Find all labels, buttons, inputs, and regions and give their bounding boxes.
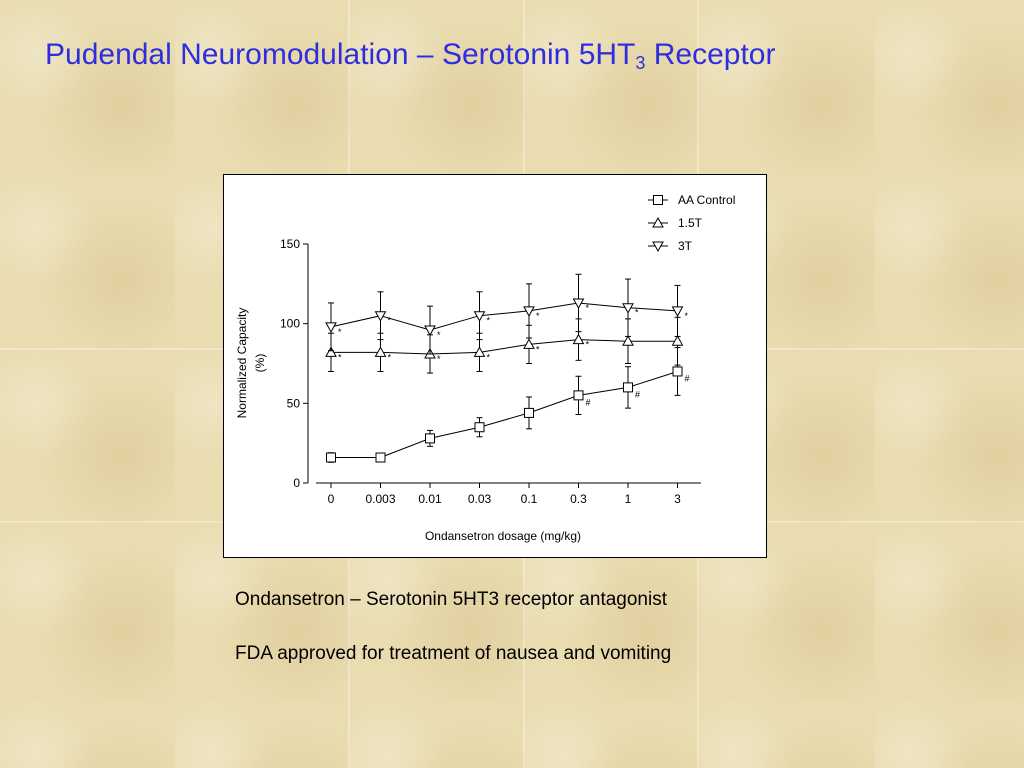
data-point-aa-control [624, 383, 633, 392]
data-point-aa-control [475, 423, 484, 432]
x-axis-label: Ondansetron dosage (mg/kg) [424, 529, 582, 543]
significance-mark-3t: * [684, 310, 689, 321]
significance-mark-1-5t: * [437, 353, 441, 364]
x-tick-label: 0 [327, 492, 335, 506]
data-point-aa-control [376, 453, 385, 462]
significance-mark-1-5t: * [387, 352, 392, 363]
significance-mark-3t: * [486, 315, 491, 326]
caption-ondansetron: Ondansetron – Serotonin 5HT3 receptor antagonist [235, 589, 667, 610]
data-point-3t [425, 326, 435, 335]
significance-mark-3t: * [536, 310, 540, 321]
y-axis-label-line2: (%) [253, 353, 267, 373]
slide-title-main: Pudendal Neuromodulation – Serotonin 5HT [45, 38, 636, 71]
significance-mark-3t: * [437, 330, 441, 341]
chart [224, 175, 766, 557]
data-point-3t [326, 323, 336, 332]
y-tick-label: 150 [279, 237, 300, 251]
y-tick-label: 100 [279, 316, 300, 331]
x-tick-label: 0.3 [570, 492, 587, 506]
x-tick-label: 3 [674, 492, 681, 506]
legend-label-1-5t: 1.5T [678, 216, 703, 230]
slide-title [45, 38, 775, 74]
x-tick-label: 1 [624, 492, 632, 506]
y-axis-label-line1: Normalized Capacity [235, 307, 249, 419]
data-point-1-5t [574, 335, 584, 344]
significance-mark-3t: * [635, 307, 639, 318]
data-point-aa-control [327, 453, 336, 462]
significance-mark-aa-control: # [585, 397, 591, 408]
significance-mark-3t: * [387, 315, 392, 326]
significance-mark-3t: * [585, 302, 590, 313]
significance-mark-1-5t: * [536, 344, 540, 355]
x-tick-label: 0.01 [418, 492, 442, 506]
legend-marker-aa-control [654, 196, 663, 205]
data-point-aa-control [525, 408, 534, 417]
data-point-3t [673, 307, 683, 316]
data-point-aa-control [574, 391, 583, 400]
caption-fda: FDA approved for treatment of nausea and vomiting [235, 643, 672, 664]
slide-title-subscript: 3 [635, 53, 646, 73]
significance-mark-aa-control: # [684, 373, 690, 384]
x-tick-label: 0.03 [467, 492, 492, 506]
chart-panel [223, 174, 767, 558]
data-point-aa-control [673, 367, 682, 376]
legend-label-3t: 3T [678, 239, 693, 253]
legend-label-aa-control: AA Control [678, 193, 736, 207]
significance-mark-1-5t: * [338, 352, 342, 363]
x-tick-label: 0.1 [520, 492, 538, 506]
significance-mark-3t: * [338, 326, 342, 337]
y-tick-label: 50 [286, 396, 300, 411]
significance-mark-1-5t: * [585, 339, 590, 350]
data-point-aa-control [426, 434, 435, 443]
x-tick-label: 0.003 [365, 492, 396, 506]
significance-mark-aa-control: # [635, 389, 641, 400]
slide-title-end: Receptor [645, 38, 776, 71]
y-tick-label: 0 [293, 476, 300, 490]
significance-mark-1-5t: * [486, 352, 491, 363]
